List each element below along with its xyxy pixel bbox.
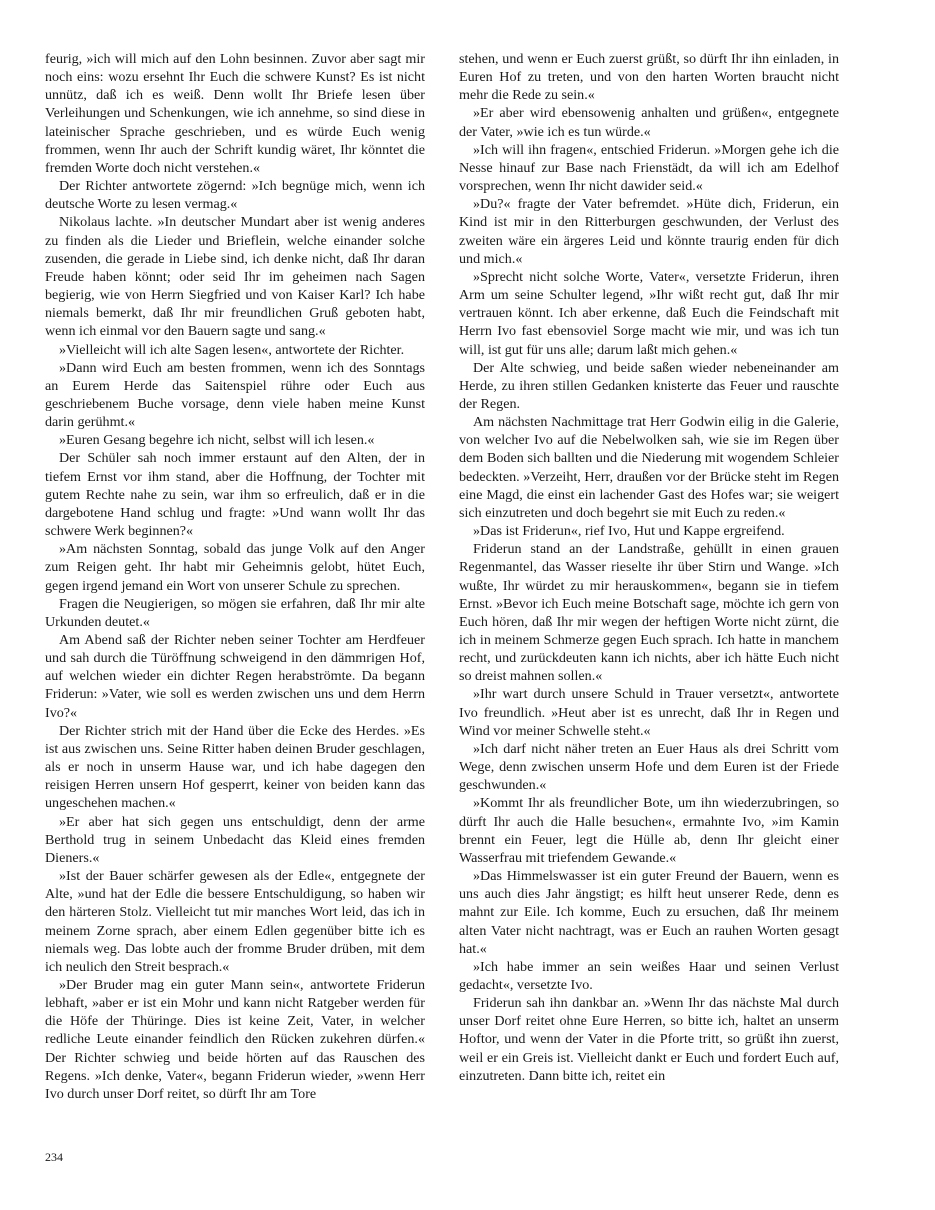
paragraph: »Euren Gesang begehre ich nicht, selbst will ich lesen.« <box>59 432 375 449</box>
right-column <box>459 50 839 1085</box>
paragraph: »Das Himmelswasser ist ein guter Freund der Bauern, wenn es uns auch dies Jahr ängstigt; es hilft heut unserer Rede, denn es mahnt zur Eile. Ich komme, Euch zu ersuchen, daß Ihr meinem alten Vater nicht nachtragt, was er Euch an rauhen Worten gesagt hat.« <box>459 868 839 957</box>
paragraph: »Ich darf nicht näher treten an Euer Haus als drei Schritt vom Wege, denn zwischen unserm Hofe und dem Euren ist der Friede geschwunden.« <box>459 740 839 794</box>
paragraph: »Ich will ihn fragen«, entschied Friderun. »Morgen gehe ich die Nesse hinauf zur Base nach Frienstädt, da will ich am Edelhof vorsprechen, wenn Ihr nicht dawider seid.« <box>459 141 839 195</box>
paragraph: Der Richter strich mit der Hand über die Ecke des Herdes. »Es ist aus zwischen uns. Seine Ritter haben deinen Bruder geschlagen, als er noch in unserm Hause war, und ich habe dagegen den reisigen Herren unsern Hof gesperrt, keiner von beiden kann das ungeschehen machen.« <box>45 722 425 812</box>
paragraph: Friderun sah ihn dankbar an. »Wenn Ihr das nächste Mal durch unser Dorf reitet ohne Eure Herren, so bitte ich, haltet an unserm Hoftor, und wenn der Vater in die Pforte tritt, so grüßt ihn zuerst, weil er ein Greis ist. Vielleicht dankt er Euch und fordert Euch auf, einzutreten. Dann bitte ich, reitet ein <box>459 995 839 1084</box>
paragraph: »Kommt Ihr als freundlicher Bote, um ihn wiederzubringen, so dürft Ihr auch die Halle besuchen«, ermahnte Ivo, »im Kamin brennt ein Feuer, legt die Hülle ab, denn Ihr gleicht einer Wasserfrau mit triefendem Gewande.« <box>459 795 839 866</box>
paragraph: »Der Bruder mag ein guter Mann sein«, antwortete Friderun lebhaft, »aber er ist ein Mohr und kann nicht Ratgeber werden für die Höfe der Thüringe. Dies ist keine Zeit, Vater, in welcher redliche Leute einander feindlich den Rücken zukehren dürfen.« Der Richter schwieg und beide hörten auf das Rauschen des Regens. »Ich denke, Vater«, begann Friderun wieder, »wenn Herr Ivo durch unser Dorf reitet, so dürft Ihr am Tore <box>45 976 425 1102</box>
paragraph: »Ihr wart durch unsere Schuld in Trauer versetzt«, antwortete Ivo freundlich. »Heut aber ist es unrecht, daß Ihr in Regen und Wind vor meiner Schwelle steht.« <box>459 686 839 739</box>
paragraph: Der Alte schwieg, und beide saßen wieder nebeneinander am Herde, zu ihren stillen Gedanken knisterte das Feuer und rauschte der Regen. <box>459 359 839 412</box>
paragraph: Der Richter antwortete zögernd: »Ich begnüge mich, wenn ich deutsche Worte zu lesen vermag.« <box>45 178 425 213</box>
left-column <box>45 50 425 1103</box>
paragraph: Am Abend saß der Richter neben seiner Tochter am Herdfeuer und sah durch die Türöffnung schweigend in den dämmrigen Hof, auf welchen wieder ein dichter Regen herabströmte. Da begann Friderun: »Vater, wie soll es werden zwischen uns und dem Herrn Ivo?« <box>45 632 425 721</box>
paragraph: Nikolaus lachte. »In deutscher Mundart aber ist wenig anderes zu finden als die Lieder und Brieflein, welche einander solche zusenden, die gerade in Liebe sind, ich denke nicht, daß Ihr daran Freude haben könnt; oder seid Ihr im geheimen nach Sagen begierig, wie von Herrn Siegfried und von Kaiser Karl? Ich habe niemals bemerkt, daß Ihr mir freundlichen Gruß geboten habt, wenn ich einmal vor den Bauern sagte und sang.« <box>45 214 425 340</box>
paragraph: Der Schüler sah noch immer erstaunt auf den Alten, der in tiefem Ernst vor ihm stand, aber die Hoffnung, der Tochter mit gutem Rechte nahe zu sein, war ihm so erfreulich, daß er in die dargebotene Hand schlug und fragte: »Und wann wollt Ihr das schwere Werk beginnen?« <box>45 450 425 540</box>
paragraph: stehen, und wenn er Euch zuerst grüßt, so dürft Ihr ihn einladen, in Euren Hof zu treten, und von den harten Worten braucht nicht mehr die Rede zu sein.« <box>459 51 839 104</box>
paragraph: »Vielleicht will ich alte Sagen lesen«, antwortete der Richter. <box>59 341 405 358</box>
paragraph: »Er aber wird ebensowenig anhalten und grüßen«, entgegnete der Vater, »wie ich es tun würde.« <box>459 105 839 140</box>
paragraph: »Dann wird Euch am besten frommen, wenn ich des Sonntags an Eurem Herde das Saitenspiel rühre oder Euch aus geschriebenem Buche vorsage, denn viele haben meine Kunst darin gerühmt.« <box>45 359 425 431</box>
paragraph: »Ich habe immer an sein weißes Haar und seinen Verlust gedacht«, versetzte Ivo. <box>459 958 839 993</box>
paragraph: »Er aber hat sich gegen uns entschuldigt, denn der arme Berthold trug in seinem Unbedacht das Kleid eines fremden Dieners.« <box>45 813 425 866</box>
paragraph: Friderun stand an der Landstraße, gehüllt in einen grauen Regenmantel, das Wasser rieselte ihr über Stirn und Wange. »Ich wußte, Ihr würdet zu mir herauskommen«, begann sie in tiefem Ernst. »Bevor ich Euch meine Botschaft sage, möchte ich gern von Euch hören, daß Ihr mir wegen der heftigen Worte nicht zürnt, die ich in meinem Schmerze gegen Euch sprach. Ich hatte in manchem recht, und zurückdeuten kann ich nichts, aber ich hätte Euch nicht so dreist mahnen sollen.« <box>459 541 839 685</box>
paragraph: Am nächsten Nachmittage trat Herr Godwin eilig in die Galerie, von welcher Ivo auf die Nebelwolken sah, wie sie im Regen über dem Boden sich ballten und die Niederung mit wogendem Schleier bedeckten. »Verzeiht, Herr, draußen vor der Brücke steht im Regen eine Magd, die einst ein lachender Gast des Hofes war; sie weigert sich einzutreten und doch begehrt sie mit Euch zu reden.« <box>459 414 839 521</box>
paragraph: »Am nächsten Sonntag, sobald das junge Volk auf den Anger zum Reigen geht. Ihr habt mir Geheimnis gelobt, hütet Euch, gegen irgend jemand ein Wort von unserer Schule zu sprechen. <box>45 541 425 594</box>
paragraph: »Das ist Friderun«, rief Ivo, Hut und Kappe ergreifend. <box>473 523 785 540</box>
paragraph: »Du?« fragte der Vater befremdet. »Hüte dich, Friderun, ein Kind ist mir in den Ritterburgen geschwunden, der Verlust des zweiten wäre ein ärgeres Leid und könnte traurig enden für dich und mich.« <box>459 196 839 267</box>
paragraph: feurig, »ich will mich auf den Lohn besinnen. Zuvor aber sagt mir noch eins: wozu ersehnt Ihr Euch die schwere Kunst? Es ist nicht unnütz, daß ich es weiß. Denn wollt Ihr Briefe lesen über Verleihungen und Schenkungen, wie ich annehme, so sind diese in lateinischer Sprache geschrieben, und es würde Euch wenig frommen, wenn Ihr auch der Schrift kundig wäret, Ihr könntet die fremden Worte doch nicht verstehen.« <box>45 51 425 176</box>
paragraph: Fragen die Neugierigen, so mögen sie erfahren, daß Ihr mir alte Urkunden deutet.« <box>45 595 425 630</box>
page-number: 234 <box>45 1150 63 1164</box>
paragraph: »Sprecht nicht solche Worte, Vater«, versetzte Friderun, ihren Arm um seine Schulter legend, »Ihr wißt recht gut, daß Ihr mir vertrauen könnt. Ich aber erkenne, daß Euch die Feindschaft mit Herrn Ivo fast ebensoviel Sorge macht wie mir, und was ich tun will, ist gut für uns alle; darum laßt mich gehen.« <box>459 268 839 358</box>
paragraph: »Ist der Bauer schärfer gewesen als der Edle«, entgegnete der Alte, »und hat der Edle die bessere Entschuldigung, so haben wir den härteren Stolz. Vielleicht tut mir manches Wort leid, das ich in meinem Zorne sprach, aber einem Edlen gegenüber bitte ich es niemals weg. Das lobte auch der fromme Bruder drüben, mit dem ich neulich den Streit besprach.« <box>45 868 425 975</box>
